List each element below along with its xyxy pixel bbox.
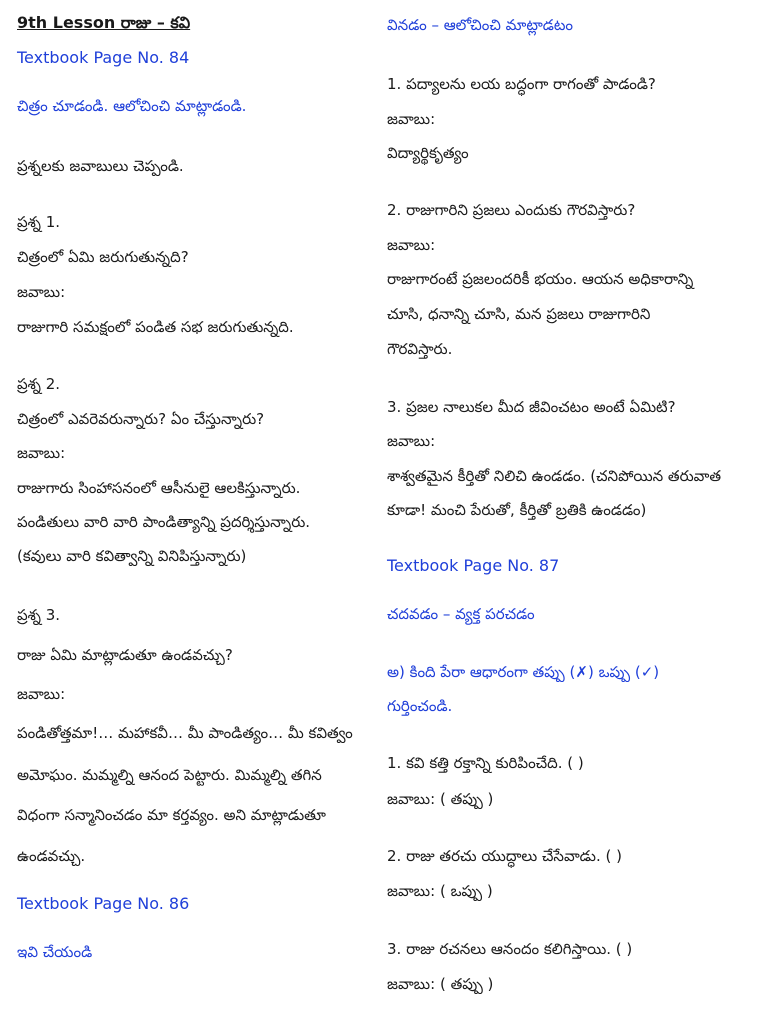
textbook-page-84: Textbook Page No. 84 (17, 48, 190, 67)
right-question-1-answer: విద్యార్థికృత్యం (387, 144, 469, 162)
instruction-look-and-speak: చిత్రం చూడండి. ఆలోచించి మాట్లాడండి. (17, 97, 247, 115)
statement-1-answer: జవాబు: ( తప్పు ) (387, 790, 494, 808)
section-heading-listening: వినడం – ఆలోచించి మాట్లాడటం (387, 16, 574, 34)
question-3-answer-line-2: అమోఘం. మమ్మల్ని ఆనంద పెట్టారు. మిమ్మల్ని తగిన (17, 766, 322, 784)
statement-2-answer: జవాబు: ( ఒప్పు ) (387, 882, 493, 900)
instruction-answer-questions: ప్రశ్నలకు జవాబులు చెప్పండి. (17, 157, 184, 175)
right-question-1-answer-label: జవాబు: (387, 110, 436, 128)
question-2-answer-line-1: రాజుగారు సింహాసనంలో ఆసీనులై ఆలకిస్తున్నారు. (17, 479, 301, 497)
question-2-answer-line-2: పండితులు వారి వారి పాండిత్యాన్ని ప్రదర్శిస్తున్నారు. (17, 513, 311, 531)
right-question-3-answer-line-2: కూడా! మంచి పేరుతో, కీర్తితో బ్రతికి ఉండడం) (387, 501, 647, 519)
section-heading-reading: చదవడం – వ్యక్త పరచడం (387, 605, 535, 623)
question-3-answer-line-1: పండితోత్తమా!… మహాకవీ… మీ పాండిత్యం… మీ కవిత్వం (17, 724, 353, 742)
true-false-instruction-line-2: గుర్తించండి. (387, 697, 453, 715)
right-question-2-answer-line-3: గౌరవిస్తారు. (387, 340, 453, 358)
statement-3: 3. రాజు రచనలు ఆనందం కలిగిస్తాయి. ( ) (387, 940, 633, 958)
right-question-2-answer-line-2: చూసి, ధనాన్ని చూసి, మన ప్రజలు రాజుగారిని (387, 305, 651, 323)
question-3-answer-label: జవాబు: (17, 685, 66, 703)
question-1-text: చిత్రంలో ఏమి జరుగుతున్నది? (17, 248, 189, 266)
statement-1: 1. కవి కత్తి రక్తాన్ని కురిపించేది. ( ) (387, 754, 584, 772)
question-3-answer-line-4: ఉండవచ్చు. (17, 847, 86, 865)
question-2-text: చిత్రంలో ఎవరెవరున్నారు? ఏం చేస్తున్నారు? (17, 410, 265, 428)
textbook-page-86: Textbook Page No. 86 (17, 894, 190, 913)
statement-3-answer: జవాబు: ( తప్పు ) (387, 975, 494, 993)
question-3-answer-line-3: విధంగా సన్మానించడం మా కర్తవ్యం. అని మాట్లాడుతూ (17, 806, 326, 824)
question-2-label: ప్రశ్న 2. (17, 375, 61, 393)
statement-2: 2. రాజు తరచు యుద్ధాలు చేసేవాడు. ( ) (387, 847, 622, 865)
right-question-2-answer-label: జవాబు: (387, 236, 436, 254)
instruction-do-these: ఇవి చేయండి (17, 943, 93, 961)
question-3-text: రాజు ఏమి మాట్లాడుతూ ఉండవచ్చు? (17, 646, 233, 664)
right-question-3-answer-line-1: శాశ్వతమైన కీర్తితో నిలిచి ఉండడం. (చనిపోయిన తరువాత (387, 467, 722, 485)
right-question-3: 3. ప్రజల నాలుకల మీద జీవించటం అంటే ఏమిటి? (387, 398, 676, 416)
true-false-instruction-line-1: అ) కింది పేరా ఆధారంగా తప్పు (✗) ఒప్పు (✓) (387, 663, 660, 681)
question-1-answer-label: జవాబు: (17, 283, 66, 301)
right-question-1: 1. పద్యాలను లయ బద్ధంగా రాగంతో పాడండి? (387, 75, 656, 93)
textbook-page-87: Textbook Page No. 87 (387, 556, 560, 575)
right-question-2-answer-line-1: రాజుగారంటే ప్రజలందరికీ భయం. ఆయన అధికారాన్ని (387, 270, 694, 288)
question-1-answer: రాజుగారి సమక్షంలో పండిత సభ జరుగుతున్నది. (17, 318, 294, 336)
question-1-label: ప్రశ్న 1. (17, 213, 61, 231)
question-2-answer-label: జవాబు: (17, 444, 66, 462)
right-question-2: 2. రాజుగారిని ప్రజలు ఎందుకు గౌరవిస్తారు? (387, 201, 636, 219)
right-question-3-answer-label: జవాబు: (387, 432, 436, 450)
question-3-label: ప్రశ్న 3. (17, 606, 61, 624)
question-2-answer-line-3: (కవులు వారి కవిత్వాన్ని వినిపిస్తున్నారు) (17, 547, 247, 565)
lesson-title: 9th Lesson రాజు – కవి (17, 13, 191, 32)
